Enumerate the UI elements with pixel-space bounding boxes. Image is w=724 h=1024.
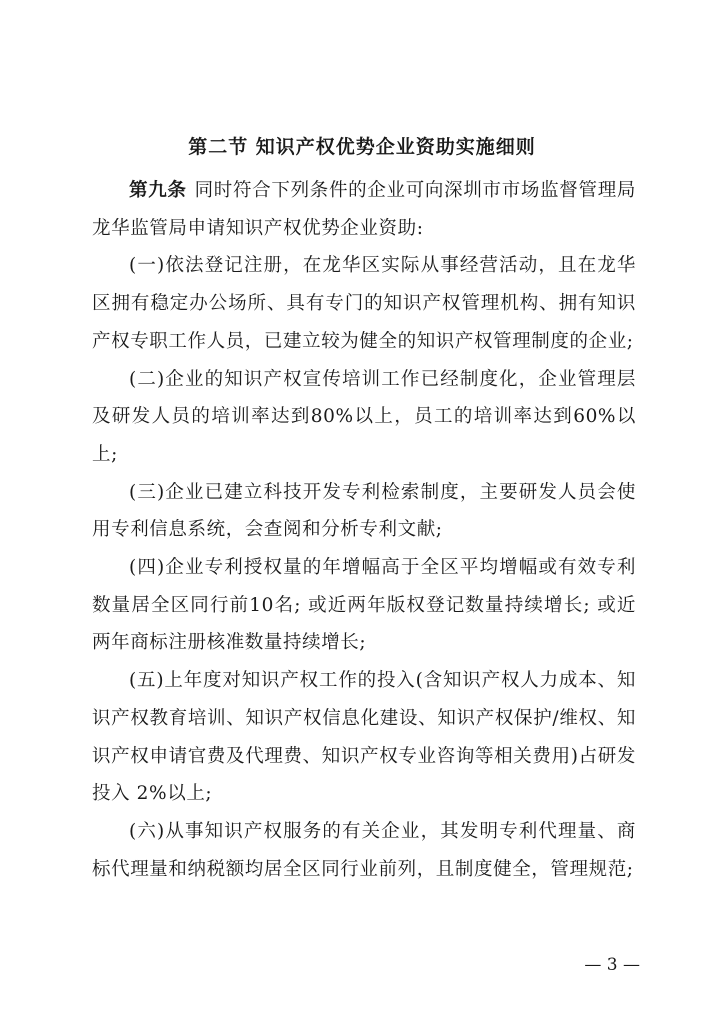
clause-1: (一)依法登记注册，在龙华区实际从事经营活动，且在龙华区拥有稳定办公场所、具有专门的知识产权管理机构、拥有知识产权专职工作人员，已建立较为健全的知识产权管理制度的企业;	[92, 255, 636, 352]
clause-2: (二)企业的知识产权宣传培训工作已经制度化，企业管理层及研发人员的培训率达到80%以上，员工的培训率达到60%以上;	[92, 368, 636, 465]
article-intro-paragraph	[92, 172, 636, 247]
page-number: — 3 —	[584, 955, 640, 975]
clause-5: (五)上年度对知识产权工作的投入(含知识产权人力成本、知识产权教育培训、知识产权信息化建设、知识产权保护/维权、知识产权申请官费及代理费、知识产权专业咨询等相关费用)占研发投入 2%以上;	[92, 670, 636, 805]
article-intro-text: 同时符合下列条件的企业可向深圳市市场监督管理局龙华监管局申请知识产权优势企业资助:	[92, 180, 636, 239]
article-label: 第九条	[129, 180, 187, 201]
clause-6: (六)从事知识产权服务的有关企业，其发明专利代理量、商标代理量和纳税额均居全区同行业前列，且制度健全，管理规范;	[92, 820, 636, 880]
article-body	[92, 172, 636, 888]
section-title: 第二节 知识产权优势企业资助实施细则	[188, 136, 536, 158]
clause-3: (三)企业已建立科技开发专利检索制度，主要研发人员会使用专利信息系统，会查阅和分析专利文献;	[92, 481, 636, 541]
clause-4: (四)企业专利授权量的年增幅高于全区平均增幅或有效专利数量居全区同行前10名; 或近两年版权登记数量持续增长; 或近两年商标注册核准数量持续增长;	[92, 557, 636, 654]
